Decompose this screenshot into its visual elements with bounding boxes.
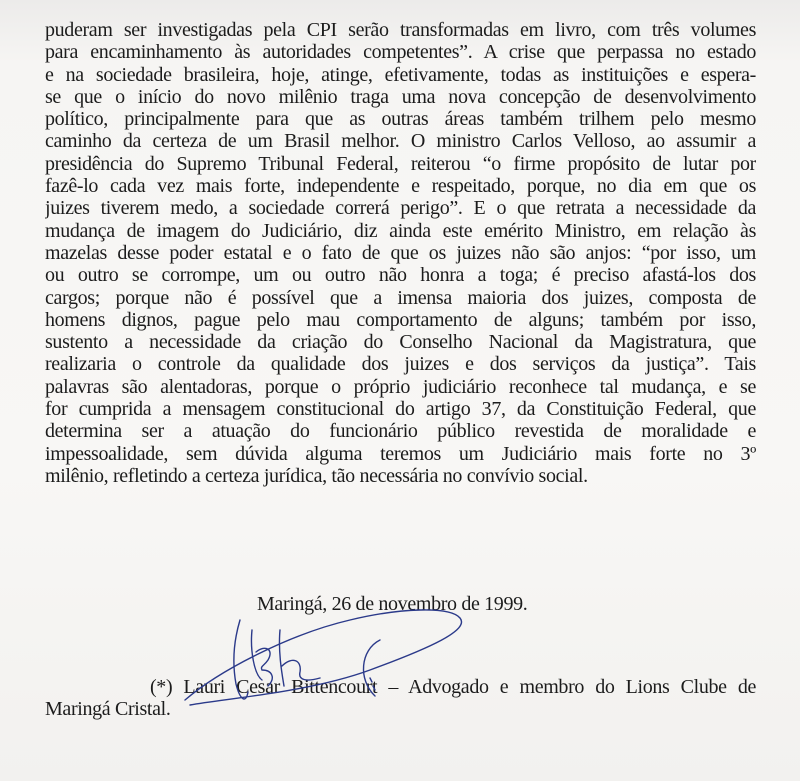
- body-line: realizaria o controle da qualidade dos juizes e dos serviços da justiça”. Tais: [45, 353, 756, 376]
- body-line: para encaminhamento às autoridades competentes”. A crise que perpassa no estado: [45, 41, 756, 64]
- body-line: cargos; porque não é possível que a imensa maioria dos juizes, composta de: [45, 286, 756, 309]
- body-line: milênio, refletindo a certeza jurídica, tão necessária no convívio social.: [45, 464, 588, 487]
- body-line: determina ser a atuação do funcionário público revestida de moralidade e: [45, 420, 756, 443]
- body-line: juizes tiverem medo, a sociedade correrá perigo”. E o que retrata a necessidade da: [45, 197, 756, 220]
- author-credit: (*) Lauri Cesar Bittencourt – Advogado e membro do Lions Clube de: [150, 676, 756, 698]
- body-line: político, principalmente para que as outras áreas também trilhem pelo mesmo: [45, 108, 756, 131]
- body-line: homens dignos, pague pelo mau comportamento de alguns; também por isso,: [45, 308, 756, 331]
- body-line: e na sociedade brasileira, hoje, atinge, efetivamente, todas as instituições e espera-: [45, 63, 756, 86]
- body-line: puderam ser investigadas pela CPI serão transformadas em livro, com três volumes: [45, 19, 756, 41]
- body-line: impessoalidade, sem dúvida alguma teremos um Judiciário mais forte no 3º: [45, 442, 756, 465]
- body-line: for cumprida a mensagem constitucional do artigo 37, da Constituição Federal, que: [45, 398, 756, 421]
- body-line: palavras são alentadoras, porque o próprio judiciário reconhece tal mudança, e se: [45, 375, 756, 398]
- body-line: mazelas desse poder estatal e o fato de que os juizes não são anjos: “por isso, um: [45, 241, 756, 264]
- body-line: sustento a necessidade da criação do Conselho Nacional da Magistratura, que: [45, 331, 756, 354]
- body-line: caminho da certeza de um Brasil melhor. O ministro Carlos Velloso, ao assumir a: [45, 130, 756, 153]
- body-line: ou outro se corrompe, um ou outro não honra a toga; é preciso afastá-los dos: [45, 264, 756, 287]
- body-line: se que o início do novo milênio traga uma nova concepção de desenvolvimento: [45, 85, 756, 108]
- author-credit-continued: Maringá Cristal.: [45, 698, 171, 720]
- dateline: Maringá, 26 de novembro de 1999.: [257, 593, 528, 615]
- body-line: mudança de imagem do Judiciário, diz ainda este emérito Ministro, em relação às: [45, 219, 756, 242]
- article-body: [45, 19, 756, 487]
- body-line: presidência do Supremo Tribunal Federal, reiterou “o firme propósito de lutar por: [45, 152, 756, 175]
- body-line: fazê-lo cada vez mais forte, independente e respeitado, porque, no dia em que os: [45, 175, 756, 198]
